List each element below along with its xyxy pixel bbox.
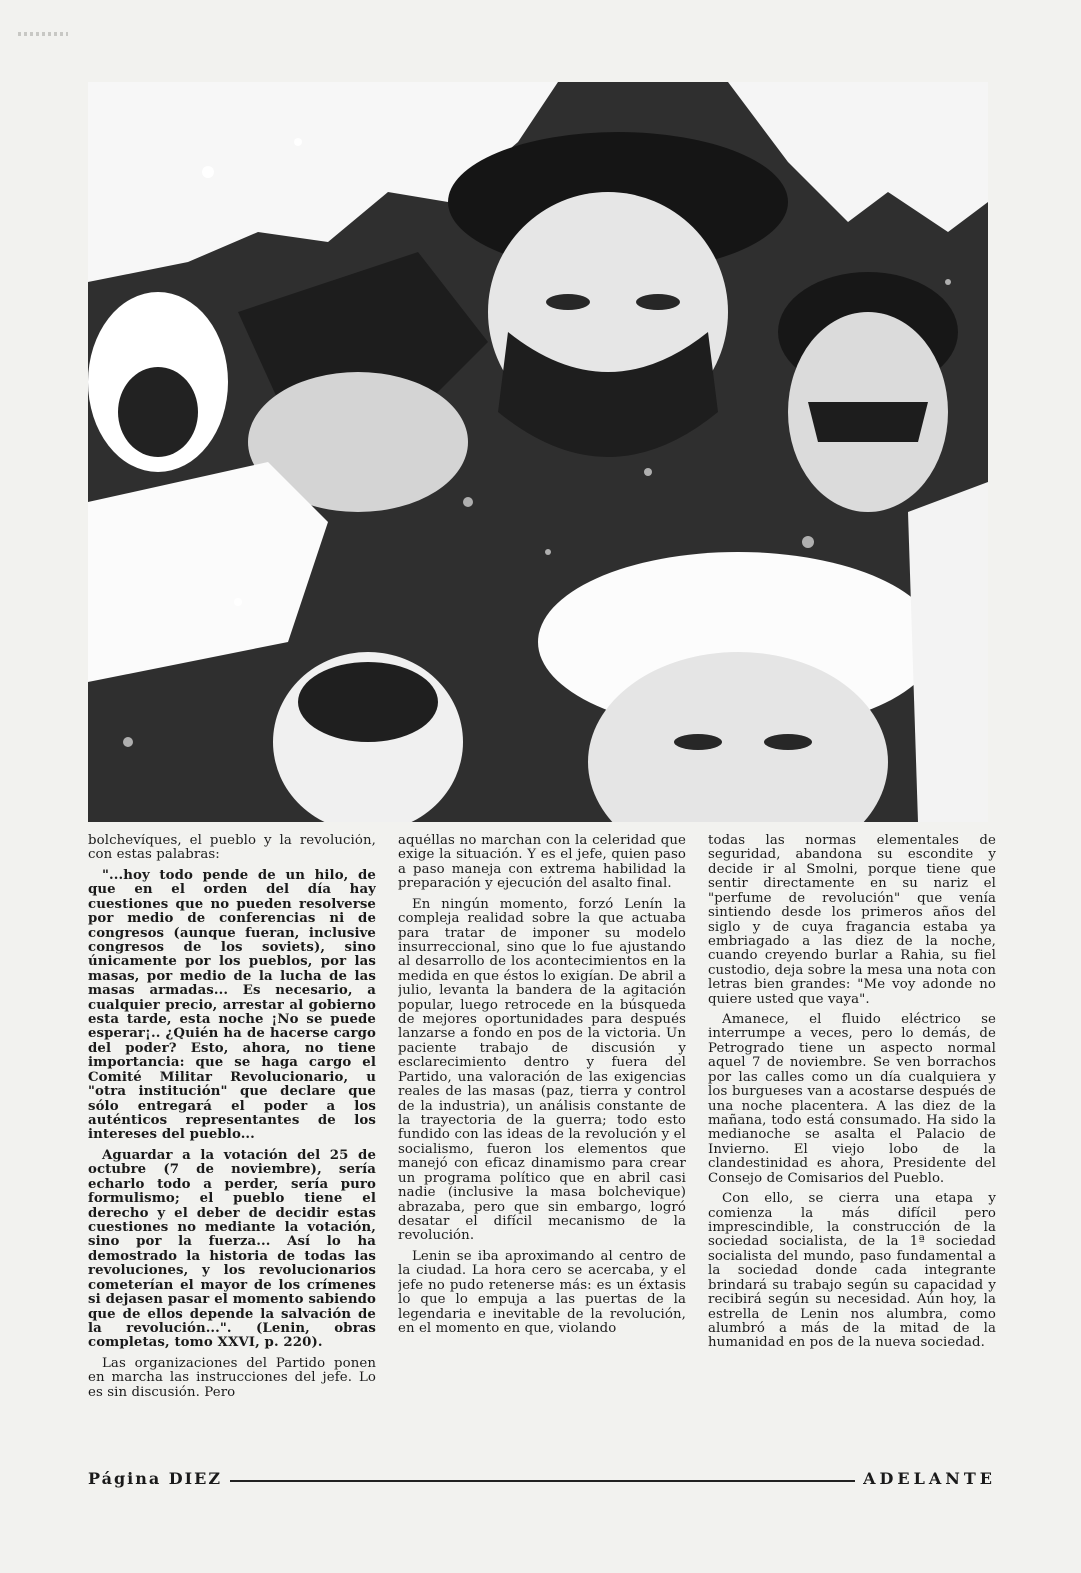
page-footer [88, 1466, 996, 1490]
article-columns [88, 834, 996, 1464]
article-column-3 [708, 834, 996, 1464]
article-paragraph: Las organizaciones del Partido ponen en marcha las instrucciones del jefe. Lo es sin discusión. Pero [88, 1355, 376, 1400]
crowd-photo [88, 82, 988, 822]
article-column-1 [88, 834, 376, 1464]
article-paragraph: Lenin se iba aproximando al centro de la ciudad. La hora cero se acercaba, y el jefe no pudo retenerse más: es un éxtasis lo que lo empuja a las puertas de la legendaria e inevitable de la revolución, en el momento en que, violando [398, 1248, 686, 1336]
article-paragraph: Aguardar a la votación del 25 de octubre (7 de noviembre), sería echarlo todo a perder, sería puro formulismo; el pueblo tiene el derecho y el deber de decidir estas cuestiones no mediante la votación, sino por la fuerza... Así lo ha demostrado la historia de todas las revoluciones, y los revolucionarios cometerían el mayor de los crímenes si dejasen pasar el momento sabiendo que de ellos depende la salvación de la revolución...". (Lenin, obras completas, tomo XXVI, p. 220). [88, 1147, 376, 1351]
article-paragraph: aquéllas no marchan con la celeridad que exige la situación. Y es el jefe, quien paso a paso maneja con extrema habilidad la preparación y ejecución del asalto final. [398, 834, 686, 892]
article-paragraph: "...hoy todo pende de un hilo, de que en el orden del día hay cuestiones que no pueden resolverse por medio de conferencias ni de congresos (aunque fueran, inclusive congresos de los soviets), sino únicamente por los pueblos, por las masas, por medio de la lucha de las masas armadas... Es necesario, a cualquier precio, arrestar al gobierno esta tarde, esta noche ¡No se puede esperar¡.. ¿Quién ha de hacerse cargo del poder? Esto, ahora, no tiene importancia: que se haga cargo el Comité Militar Revolucionario, u "otra institución" que declare que sólo entregará el poder a los auténticos representantes de los intereses del pueblo... [88, 867, 376, 1143]
page-number-label: Página DIEZ [88, 1468, 223, 1488]
article-paragraph: Amanece, el fluido eléctrico se interrumpe a veces, pero lo demás, de Petrogrado tiene un aspecto normal aquel 7 de noviembre. Se ven borrachos por las calles como un día cualquiera y los burgueses van a acostarse después de una noche placentera. A las diez de la mañana, todo está consumado. Ha sido la medianoche se asalta el Palacio de Invierno. El viejo lobo de la clandestinidad es ahora, Presidente del Consejo de Comisarios del Pueblo. [708, 1012, 996, 1186]
article-paragraph: todas las normas elementales de seguridad, abandona su escondite y decide ir al Smolni, porque tiene que sentir directamente en su nariz el "perfume de revolución" que venía sintiendo desde los primeros años del siglo y de cuya fragancia estaba ya embriagado a las diez de la noche, cuando creyendo burlar a Rahia, su fiel custodio, deja sobre la mesa una nota con letras bien grandes: "Me voy adonde no quiere usted que vaya". [708, 834, 996, 1007]
publication-name: ADELANTE [863, 1468, 996, 1488]
article-paragraph: En ningún momento, forzó Lenín la compleja realidad sobre la que actuaba para tratar de imponer su modelo insurreccional, sino que lo fue ajustando al desarrollo de los acontecimientos en la medida en que éstos lo exigían. De abril a julio, levanta la bandera de la agitación popular, luego retrocede en la búsqueda de mejores oportunidades para después lanzarse a fondo en pos de la victoria. Un paciente trabajo de discusión y esclarecimiento dentro y fuera del Partido, una valoración de las exigencias reales de las masas (paz, tierra y control de la industria), un análisis constante de la trayectoria de la guerra; todo esto fundido con las ideas de la revolución y el socialismo, fueron los elementos que manejó con eficaz dinamismo para crear un programa político que en abril casi nadie (inclusive la masa bolchevique) abrazaba, pero que sin embargo, logró desatar el difícil mecanismo de la revolución. [398, 896, 686, 1244]
article-paragraph: bolchevíques, el pueblo y la revolución, con estas palabras: [88, 834, 376, 863]
article-column-2 [398, 834, 686, 1464]
crowd-photo-icon [88, 82, 988, 822]
print-smudge [18, 32, 68, 36]
article-paragraph: Con ello, se cierra una etapa y comienza la más difícil pero imprescindible, la construcción de la sociedad socialista, de la 1ª sociedad socialista del mundo, paso fundamental a la sociedad donde cada integrante brindará su trabajo según su capacidad y recibirá según su necesidad. Aún hoy, la estrella de Lenin nos alumbra, como alumbró a más de la mitad de la humanidad en pos de la nueva sociedad. [708, 1191, 996, 1351]
footer-rule [230, 1480, 855, 1482]
